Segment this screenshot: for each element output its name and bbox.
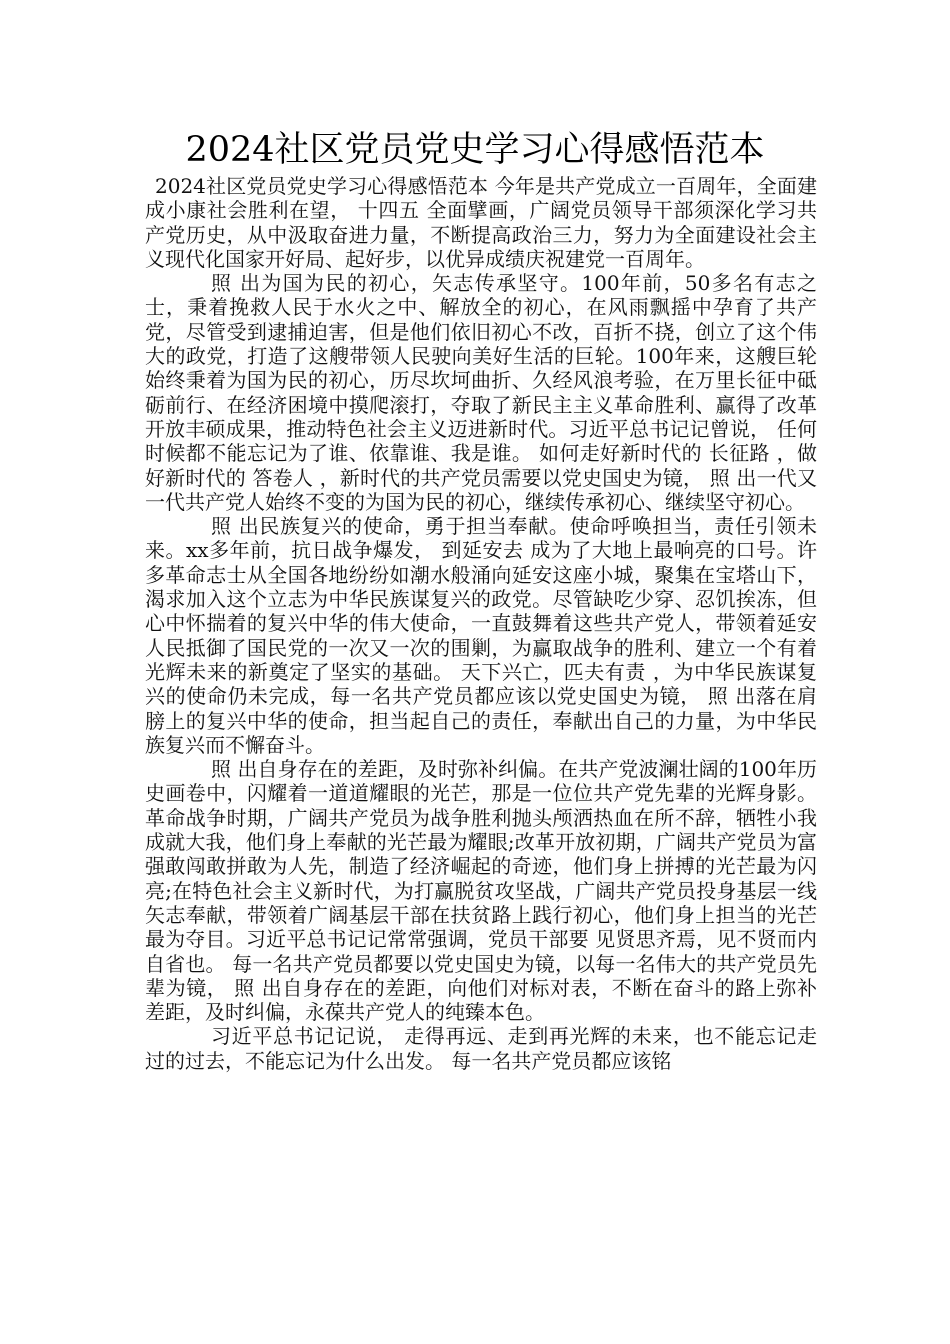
document-body (145, 174, 817, 1073)
paragraph-national-rejuvenation: 照 出民族复兴的使命，勇于担当奉献。使命呼唤担当，责任引领未来。xx多年前，抗日战争爆发， 到延安去 成为了大地上最响亮的口号。许多革命志士从全国各地纷纷如潮水般涌向延安这座小城，聚集在宝塔山下，渴求加入这个立志为中华民族谋复兴的政党。尽管缺吃少穿、忍饥挨冻，但心中怀揣着的复兴中华的伟大使命，一直鼓舞着这些共产党人，带领着延安人民抵御了国民党的一次又一次的围剿，为赢取战争的胜利、建立一个有着光辉未来的新奠定了坚实的基础。 天下兴亡，匹夫有责 ，为中华民族谋复兴的使命仍未完成，每一名共产党员都应该以党史国史为镜， 照 出落在肩膀上的复兴中华的使命，担当起自己的责任，奉献出自己的力量，为中华民族复兴而不懈奋斗。 (145, 514, 817, 757)
paragraph-self-improvement: 照 出自身存在的差距，及时弥补纠偏。在共产党波澜壮阔的100年历史画卷中，闪耀着一道道耀眼的光芒，那是一位位共产党先辈的光辉身影。革命战争时期，广阔共产党员为战争胜利抛头颅洒热血在所不辞，牺牲小我成就大我，他们身上奉献的光芒最为耀眼;改革开放初期，广阔共产党员为富强敢闯敢拼敢为人先，制造了经济崛起的奇迹，他们身上拼搏的光芒最为闪亮;在特色社会主义新时代，为打赢脱贫攻坚战，广阔共产党员投身基层一线矢志奉献，带领着广阔基层干部在扶贫路上践行初心，他们身上担当的光芒最为夺目。习近平总书记记常常强调，党员干部要 见贤思齐焉，见不贤而内自省也。 每一名共产党员都要以党史国史为镜，以每一名伟大的共产党员先辈为镜， 照 出自身存在的差距，向他们对标对表，不断在奋斗的路上弥补差距，及时纠偏，永葆共产党人的纯臻本色。 (145, 757, 817, 1025)
document-title: 2024社区党员党史学习心得感悟范本 (185, 130, 765, 170)
paragraph-initial-mission: 照 出为国为民的初心，矢志传承坚守。100年前，50多名有志之士，秉着挽救人民于水火之中、解放全的初心，在风雨飘摇中孕育了共产党，尽管受到逮捕迫害，但是他们依旧初心不改，百折不挠，创立了这个伟大的政党，打造了这艘带领人民驶向美好生活的巨轮。100年来，这艘巨轮始终秉着为国为民的初心，历尽坎坷曲折、久经风浪考验，在万里长征中砥砺前行、在经济困境中摸爬滚打，夺取了新民主主义革命胜利、赢得了改革开放丰硕成果，推动特色社会主义迈进新时代。习近平总书记记曾说， 任何时候都不能忘记为了谁、依靠谁、我是谁。 如何走好新时代的 长征路 ，做好新时代的 答卷人 ，新时代的共产党员需要以党史国史为镜， 照 出一代又一代共产党人始终不变的为国为民的初心，继续传承初心、继续坚守初心。 (145, 271, 817, 514)
paragraph-closing: 习近平总书记记说， 走得再远、走到再光辉的未来，也不能忘记走过的过去，不能忘记为什么出发。 每一名共产党员都应该铭 (145, 1024, 817, 1073)
paragraph-intro: 2024社区党员党史学习心得感悟范本 今年是共产党成立一百周年，全面建成小康社会胜利在望， 十四五 全面擘画，广阔党员领导干部须深化学习共产党历史，从中汲取奋进力量，不断提高政治三力，努力为全面建设社会主义现代化国家开好局、起好步，以优异成绩庆祝建党一百周年。 (145, 174, 817, 271)
